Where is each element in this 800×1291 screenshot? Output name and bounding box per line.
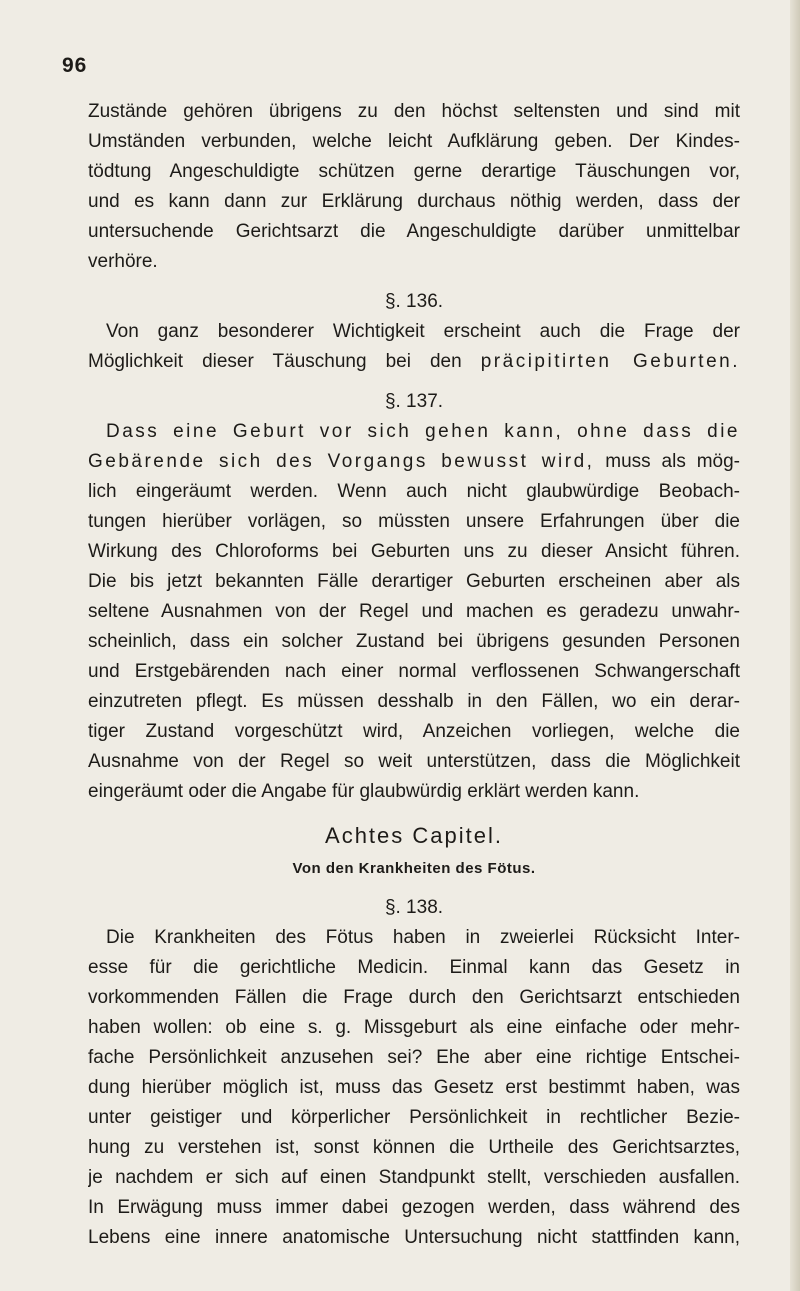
text-line: Zustände gehören übrigens zu den höchst seltensten und sind mit: [88, 101, 740, 122]
text-line: Die Krankheiten des Fötus haben in zweierlei Rücksicht Inter-: [106, 927, 740, 948]
text-line: untersuchende Gerichtsarzt die Angeschuldigte darüber unmittelbar: [88, 221, 740, 242]
text-line: Wirkung des Chloroforms bei Geburten uns zu dieser Ansicht führen.: [88, 541, 740, 562]
text-fragment: muss als mög-: [594, 451, 740, 472]
text-line: fache Persönlichkeit anzusehen sei? Ehe aber eine richtige Entschei-: [88, 1047, 740, 1068]
page-number: 96: [62, 54, 88, 77]
page-text: [88, 97, 740, 1253]
text-fragment: Möglichkeit dieser Täuschung bei den: [88, 351, 481, 372]
emphasis-spaced: präcipitirten Geburten.: [480, 351, 740, 372]
text-line: esse für die gerichtliche Medicin. Einmal kann das Gesetz in: [88, 957, 740, 978]
text-line: unter geistiger und körperlicher Persönlichkeit in rechtlicher Bezie-: [88, 1107, 740, 1128]
paragraph-138: [88, 923, 740, 1253]
chapter-subtitle: Von den Krankheiten des Fötus.: [292, 860, 536, 877]
text-line: einzutreten pflegt. Es müssen desshalb in den Fällen, wo ein derar-: [88, 691, 740, 712]
text-line: und Erstgebärenden nach einer normal verflossenen Schwangerschaft: [88, 661, 740, 682]
emphasis-spaced: Gebärende sich des Vorgangs bewusst wird,: [88, 451, 595, 472]
text-line: verhöre.: [88, 251, 158, 272]
text-line: hung zu verstehen ist, sonst können die Urtheile des Gerichtsarztes,: [88, 1137, 740, 1158]
chapter-title: Achtes Capitel.: [325, 823, 503, 848]
section-heading-138: §. 138.: [384, 897, 444, 918]
text-line: Ausnahme von der Regel so weit unterstützen, dass die Möglichkeit: [88, 751, 740, 772]
text-line: tiger Zustand vorgeschützt wird, Anzeichen vorliegen, welche die: [88, 721, 740, 742]
text-line: je nachdem er sich auf einen Standpunkt stellt, verschieden ausfallen.: [88, 1167, 740, 1188]
text-line: Von ganz besonderer Wichtigkeit erscheint auch die Frage der: [106, 321, 740, 342]
text-line: scheinlich, dass ein solcher Zustand bei übrigens gesunden Personen: [88, 631, 740, 652]
paragraph-137: [88, 417, 740, 807]
text-line: [88, 347, 740, 377]
text-line: tungen hierüber vorlägen, so müssten unsere Erfahrungen über die: [88, 511, 740, 532]
text-line: seltene Ausnahmen von der Regel und machen es geradezu unwahr-: [88, 601, 740, 622]
text-line: In Erwägung muss immer dabei gezogen werden, dass während des: [88, 1197, 740, 1218]
text-line: und es kann dann zur Erklärung durchaus nöthig werden, dass der: [88, 191, 740, 212]
text-line: lich eingeräumt werden. Wenn auch nicht glaubwürdige Beobach-: [88, 481, 740, 502]
section-heading-136: §. 136.: [384, 291, 444, 312]
text-line: eingeräumt oder die Angabe für glaubwürdig erklärt werden kann.: [88, 781, 640, 802]
text-line: haben wollen: ob eine s. g. Missgeburt als eine einfache oder mehr-: [88, 1017, 740, 1038]
text-line: Dass eine Geburt vor sich gehen kann, ohne dass die: [106, 421, 740, 442]
text-line: Die bis jetzt bekannten Fälle derartiger Geburten erscheinen aber als: [88, 571, 740, 592]
text-line: Lebens eine innere anatomische Untersuchung nicht stattfinden kann,: [88, 1227, 740, 1248]
text-line: [88, 447, 740, 477]
paragraph-intro: [88, 97, 740, 277]
text-line: tödtung Angeschuldigte schützen gerne derartige Täuschungen vor,: [88, 161, 740, 182]
page-edge-shadow: [790, 0, 800, 1291]
paragraph-136: [88, 317, 740, 377]
text-line: Umständen verbunden, welche leicht Aufklärung geben. Der Kindes-: [88, 131, 740, 152]
section-heading-137: §. 137.: [384, 391, 444, 412]
text-line: vorkommenden Fällen die Frage durch den Gerichtsarzt entschieden: [88, 987, 740, 1008]
text-line: dung hierüber möglich ist, muss das Gesetz erst bestimmt haben, was: [88, 1077, 740, 1098]
